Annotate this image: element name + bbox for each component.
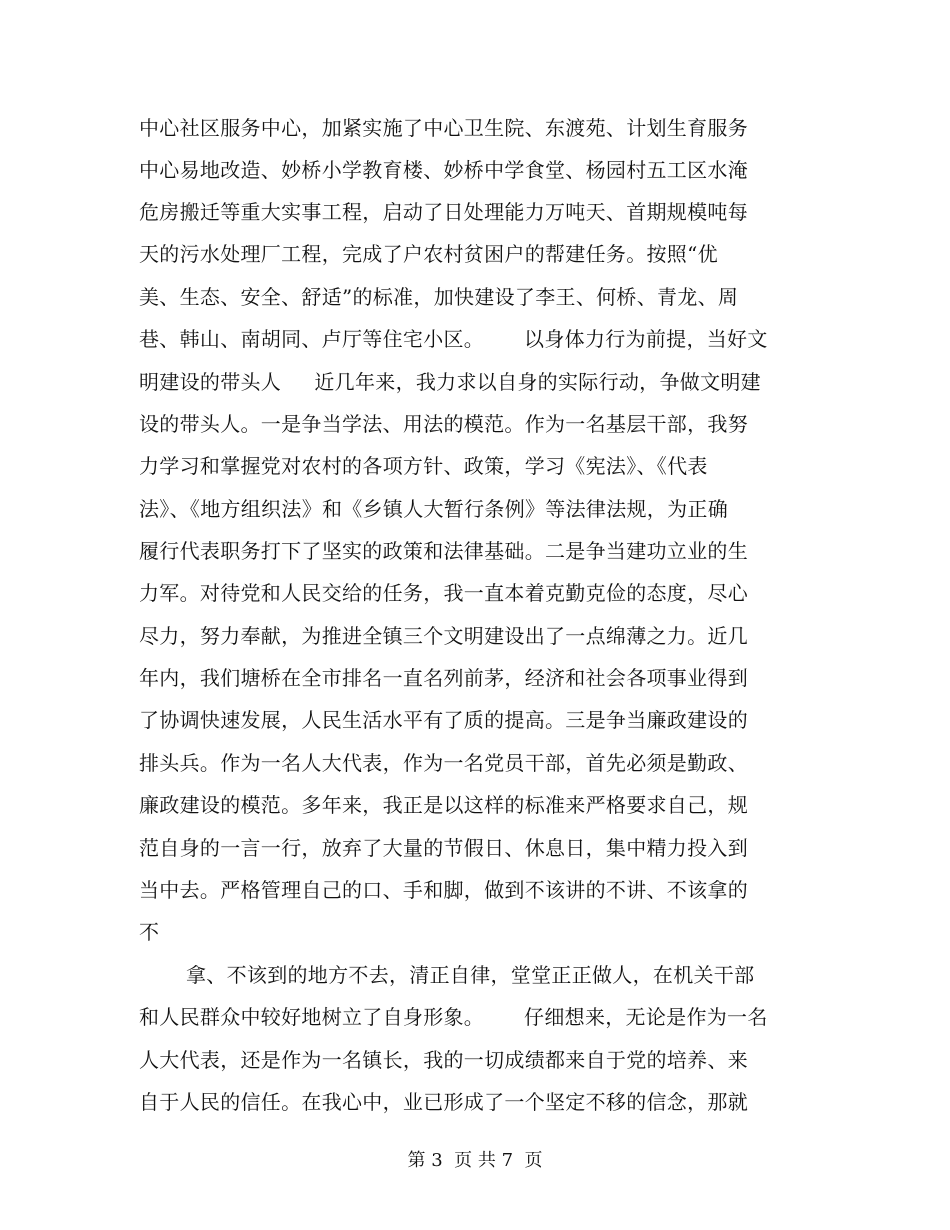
text-line: 廉政建设的模范。多年来，我正是以这样的标准来严格要求自己，规 [139,793,748,817]
text-line: 明建设的带头人 近几年来，我力求以自身的实际行动，争做文明建 [139,370,761,394]
text-line: 了协调快速发展，人民生活水平有了质的提高。三是争当廉政建设的 [139,708,748,732]
text-line: 天的污水处理厂工程，完成了户农村贫困户的帮建任务。按照“优 [139,242,718,266]
text-line: 人大代表，还是作为一名镇长，我的一切成绩都来自于党的培养、来 [139,1048,748,1072]
text-line: 范自身的一言一行，放弃了大量的节假日、休息日，集中精力投入到 [139,836,748,860]
text-line: 年内，我们塘桥在全市排名一直名列前茅，经济和社会各项事业得到 [139,666,748,690]
text-line: 履行代表职务打下了坚实的政策和法律基础。二是争当建功立业的生 [139,539,748,563]
text-line: 自于人民的信任。在我心中，业已形成了一个坚定不移的信念，那就 [139,1090,748,1114]
text-line: 当中去。严格管理自己的口、手和脚，做到不该讲的不讲、不该拿的 [139,878,748,902]
text-line: 设的带头人。一是争当学法、用法的模范。作为一名基层干部，我努 [139,412,748,436]
text-line: 法》、《地方组织法》和《乡镇人大暂行条例》等法律法规，为正确 [139,497,728,521]
text-line: 中心社区服务中心，加紧实施了中心卫生院、东渡苑、计划生育服务 [139,116,748,140]
text-line: 力军。对待党和人民交给的任务，我一直本着克勤克俭的态度，尽心 [139,581,748,605]
text-line: 危房搬迁等重大实事工程，启动了日处理能力万吨天、首期规模吨每 [139,200,748,224]
text-line: 拿、不该到的地方不去，清正自律，堂堂正正做人，在机关干部 [186,963,755,987]
text-line: 美、生态、安全、舒适”的标准，加快建设了李王、何桥、青龙、周 [139,285,739,309]
text-line: 和人民群众中较好地树立了自身形象。 仔细想来，无论是作为一名 [139,1005,768,1029]
text-line: 尽力，努力奉献，为推进全镇三个文明建设出了一点绵薄之力。近几 [139,624,748,648]
text-line: 排头兵。作为一名人大代表，作为一名党员干部，首先必须是勤政、 [139,751,748,775]
page-number-footer: 第 3 页 共 7 页 [407,1150,543,1171]
text-line: 巷、韩山、南胡同、卢厅等住宅小区。 以身体力行为前提，当好文 [139,327,768,351]
text-line: 力学习和掌握党对农村的各项方针、政策，学习《宪法》、《代表 [139,454,708,478]
text-line: 中心易地改造、妙桥小学教育楼、妙桥中学食堂、杨园村五工区水淹 [139,158,748,182]
text-line: 不 [139,920,160,944]
